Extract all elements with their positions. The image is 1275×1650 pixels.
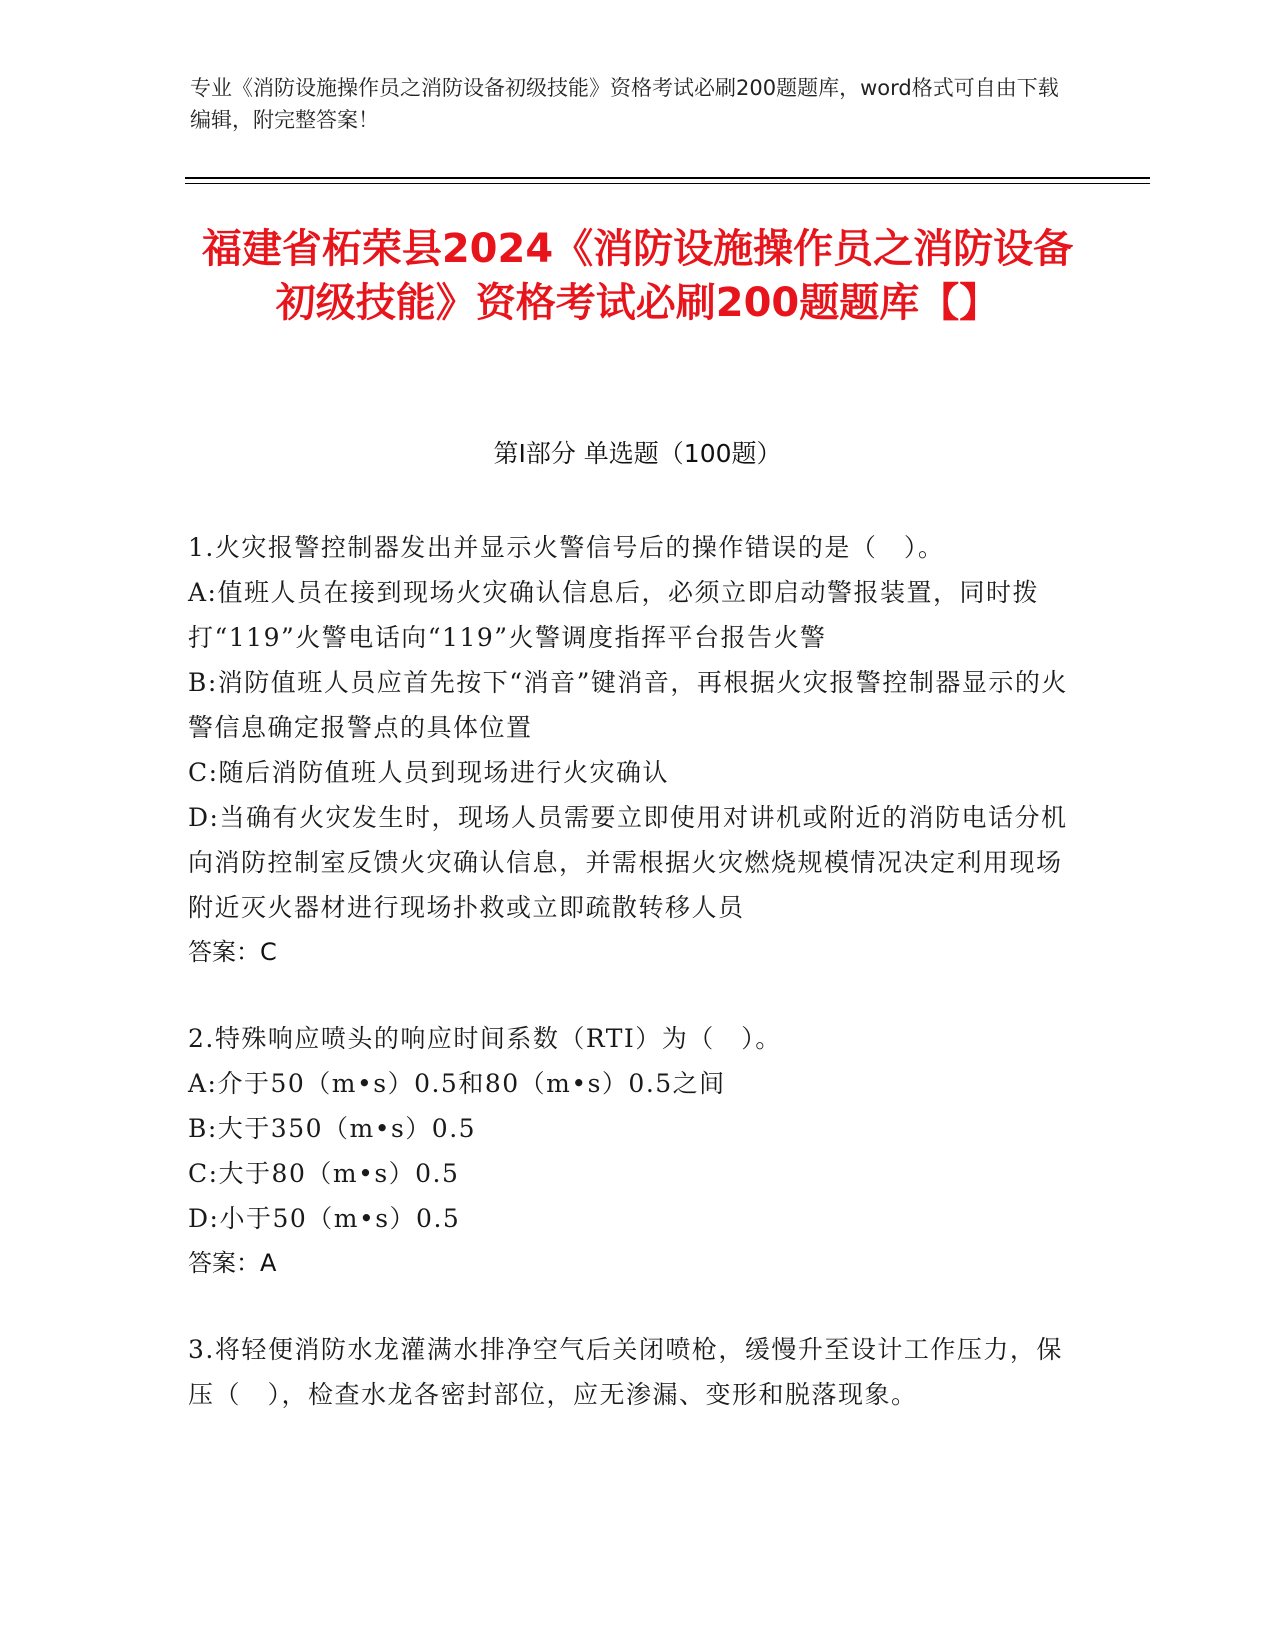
option-c: C:随后消防值班人员到现场进行火灾确认 [188, 758, 670, 787]
option-d: D:小于50（m•s）0.5 [188, 1204, 461, 1233]
question-stem: 1.火灾报警控制器发出并显示火警信号后的操作错误的是（ ）。 [188, 533, 945, 562]
option-c: C:大于80（m•s）0.5 [188, 1159, 460, 1188]
header-divider-thin [185, 183, 1150, 184]
section-heading: 第Ⅰ部分 单选题（100题） [493, 439, 782, 468]
header-note: 专业《消防设施操作员之消防设备初级技能》资格考试必刷200题题库，word格式可自由下载编辑，附完整答案！ [190, 76, 1059, 132]
question-stem: 2.特殊响应喷头的响应时间系数（RTI）为（ ）。 [188, 1024, 782, 1053]
option-d: D:当确有火灾发生时，现场人员需要立即使用对讲机或附近的消防电话分机向消防控制室反馈火灾确认信息，并需根据火灾燃烧规模情况决定利用现场附近灭火器材进行现场扑救或立即疏散转移人员 [188, 803, 1068, 922]
document-title: 福建省柘荣县2024《消防设施操作员之消防设备初级技能》资格考试必刷200题题库【】 [201, 226, 1074, 326]
option-b: B:消防值班人员应首先按下“消音”键消音，再根据火灾报警控制器显示的火警信息确定报警点的具体位置 [188, 668, 1068, 742]
answer-line: 答案：C [188, 938, 277, 966]
question-3 [188, 1327, 1068, 1417]
answer-line: 答案：A [188, 1249, 277, 1277]
option-a: A:值班人员在接到现场火灾确认信息后，必须立即启动警报装置，同时拨打“119”火警电话向“119”火警调度指挥平台报告火警 [188, 578, 1039, 652]
question-1 [188, 525, 1068, 974]
question-list [188, 525, 1068, 1459]
question-stem: 3.将轻便消防水龙灌满水排净空气后关闭喷枪，缓慢升至设计工作压力，保压（ ），检查水龙各密封部位，应无渗漏、变形和脱落现象。 [188, 1335, 1063, 1409]
option-a: A:介于50（m•s）0.5和80（m•s）0.5之间 [188, 1069, 726, 1098]
option-b: B:大于350（m•s）0.5 [188, 1114, 477, 1143]
question-2 [188, 1016, 1068, 1285]
header-divider-thick [185, 177, 1150, 179]
